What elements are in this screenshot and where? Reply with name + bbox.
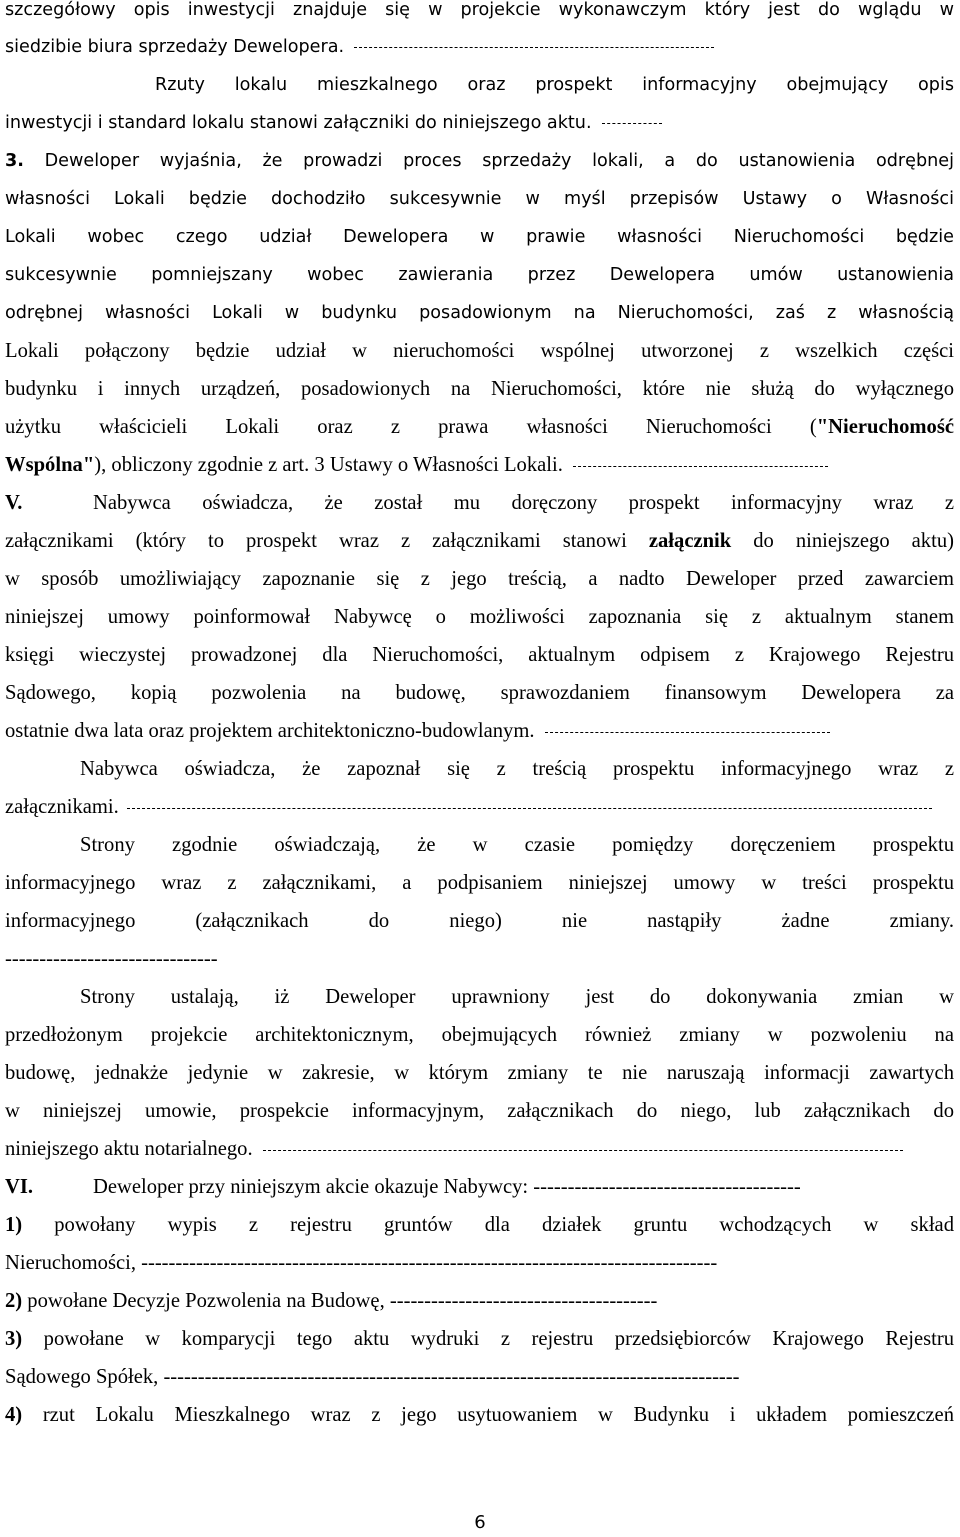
filler-dash — [545, 732, 830, 733]
text-line: sukcesywnie pomniejszany wobec zawierania przez Dewelopera umów ustanowienia — [5, 265, 954, 285]
text-line: Nabywca oświadcza, że zapoznał się z treścią prospektu informacyjnego wraz z — [80, 758, 954, 780]
text-line: szczegółowy opis inwestycji znajduje się w projekcie wykonawczym który jest do wglądu w — [5, 0, 954, 20]
text-line: Strony zgodnie oświadczają, że w czasie pomiędzy doręczeniem prospektu — [80, 834, 954, 856]
text-line: Strony ustalają, iż Deweloper uprawniony jest do dokonywania zmian w — [80, 986, 954, 1008]
text-line: niniejszego aktu notarialnego. — [5, 1137, 903, 1161]
list-item: 3) powołane w komparycji tego aktu wydruki z rejestru przedsiębiorców Krajowego Rejestru — [5, 1328, 954, 1350]
text-line: budowę, jednakże jedynie w zakresie, w którym zmiany te nie naruszają informacji zawartych — [5, 1062, 954, 1084]
text-line: informacyjnego wraz z załącznikami, a podpisaniem niniejszej umowy w treści prospektu — [5, 872, 954, 894]
text-line: Sądowego, kopią pozwolenia na budowę, sprawozdaniem finansowym Dewelopera za — [5, 682, 954, 704]
text-line: Lokali połączony będzie udział w nieruchomości wspólnej utworzonej z wszelkich części — [5, 340, 954, 362]
text-line: przedłożonym projekcie architektonicznym, obejmujących również zmiany w pozwoleniu na — [5, 1024, 954, 1046]
text-line: ------------------------------- — [5, 948, 218, 970]
text-line: księgi wieczystej prowadzonej dla Nieruchomości, aktualnym odpisem z Krajowego Rejestru — [5, 644, 954, 666]
filler-dash — [354, 47, 714, 48]
text-line: odrębnej własności Lokali w budynku posadowionym na Nieruchomości, zaś z własnością — [5, 303, 954, 323]
text-line: Nieruchomości, ------------------------------------------------------------------------------------ — [5, 1252, 718, 1274]
text-line: załącznikami (który to prospekt wraz z załącznikami stanowi załącznik do niniejszego aktu) — [5, 530, 954, 552]
text-line: Rzuty lokalu mieszkalnego oraz prospekt informacyjny obejmujący opis — [155, 75, 954, 95]
text-line: Sądowego Spółek, ------------------------------------------------------------------------------------ — [5, 1366, 740, 1388]
section-vi-line: VI. Deweloper przy niniejszym akcie okazuje Nabywcy: --------------------------------------- — [5, 1176, 801, 1198]
filler-dash — [263, 1150, 903, 1151]
text-line: Lokali wobec czego udział Dewelopera w prawie własności Nieruchomości będzie — [5, 227, 954, 247]
text-line: ostatnie dwa lata oraz projektem architektoniczno-budowlanym. — [5, 719, 830, 743]
text-line: załącznikami. — [5, 795, 932, 819]
list-item: 2) powołane Decyzje Pozwolenia na Budowę, --------------------------------------- — [5, 1290, 658, 1312]
filler-dash — [573, 466, 828, 467]
text-line: budynku i innych urządzeń, posadowionych na Nieruchomości, które nie służą do wyłącznego — [5, 378, 954, 400]
filler-dash — [602, 123, 662, 124]
text-line: informacyjnego (załącznikach do niego) nie nastąpiły żadne zmiany. — [5, 910, 954, 932]
text-line: w sposób umożliwiający zapoznanie się z jego treścią, a nadto Deweloper przed zawarciem — [5, 568, 954, 590]
section-v-line: V. Nabywca oświadcza, że został mu doręczony prospekt informacyjny wraz z — [5, 492, 954, 514]
text-line: użytku właścicieli Lokali oraz z prawa własności Nieruchomości ("Nieruchomość — [5, 416, 954, 438]
text-line: Wspólna"), obliczony zgodnie z art. 3 Ustawy o Własności Lokali. — [5, 453, 828, 477]
text-line: własności Lokali będzie dochodziło sukcesywnie w myśl przepisów Ustawy o Własności — [5, 189, 954, 209]
filler-dash — [127, 808, 932, 809]
paragraph-3-line: 3. Deweloper wyjaśnia, że prowadzi proces sprzedaży lokali, a do ustanowienia odrębnej — [5, 151, 954, 171]
list-item: 1) powołany wypis z rejestru gruntów dla działek gruntu wchodzących w skład — [5, 1214, 954, 1236]
text-line: w niniejszej umowie, prospekcie informacyjnym, załącznikach do niego, lub załącznikach do — [5, 1100, 954, 1122]
text-line: siedzibie biura sprzedaży Dewelopera. — [5, 35, 714, 59]
text-line: inwestycji i standard lokalu stanowi załączniki do niniejszego aktu. — [5, 111, 662, 135]
page-number: 6 — [474, 1512, 486, 1533]
list-item: 4) rzut Lokalu Mieszkalnego wraz z jego usytuowaniem w Budynku i układem pomieszczeń — [5, 1404, 954, 1426]
text-line: niniejszej umowy poinformował Nabywcę o możliwości zapoznania się z aktualnym stanem — [5, 606, 954, 628]
